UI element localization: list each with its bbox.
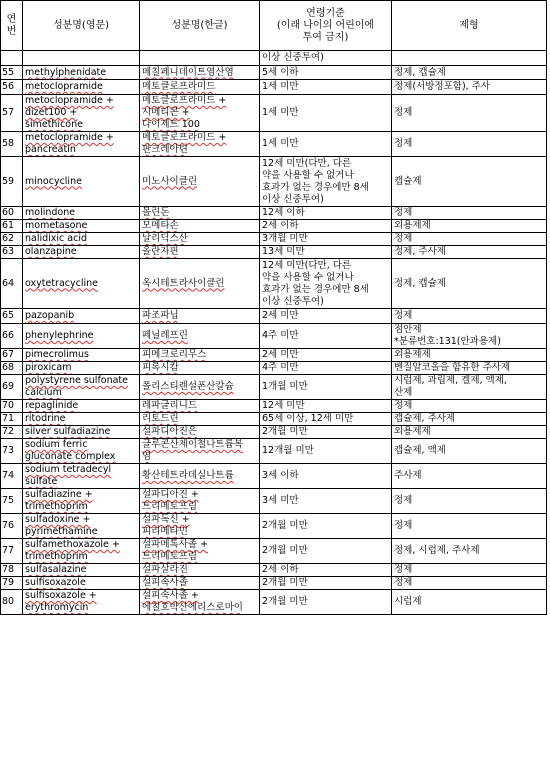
cell-num: 80 xyxy=(1,590,23,615)
table-row xyxy=(1,132,547,157)
cell-eng: repaglinide xyxy=(23,400,140,413)
cell-form: 캡슐제 xyxy=(392,157,547,207)
table-row xyxy=(1,80,547,95)
cell-age: 1세 미만 xyxy=(260,95,392,132)
cell-num: 73 xyxy=(1,439,23,464)
cell-age: 1개월 미만 xyxy=(260,375,392,400)
cell-age: 2개월 미만 xyxy=(260,426,392,439)
cell-eng: minocycline xyxy=(23,157,140,207)
cell-num: 66 xyxy=(1,324,23,349)
cell-eng: methylphenidate xyxy=(23,66,140,80)
cell-num: 56 xyxy=(1,80,23,95)
cell-num: 71 xyxy=(1,413,23,426)
cell-kor: 파조파닙 xyxy=(140,309,260,324)
table-row xyxy=(1,539,547,564)
table-row xyxy=(1,233,547,246)
cell-kor: 설파디아진 + 트리메토프림 xyxy=(140,489,260,514)
cell-form: 시럽제 xyxy=(392,590,547,615)
cell-eng: sodium ferric gluconate complex xyxy=(23,439,140,464)
cell-kor: 황산테트라데실나트륨 xyxy=(140,464,260,489)
table-row xyxy=(1,349,547,362)
cell-form: 정제 xyxy=(392,514,547,539)
cell-age: 12세 이하 xyxy=(260,207,392,220)
cell-age: 2개월 미만 xyxy=(260,514,392,539)
cell-kor: 설피속사졸 + 에칠호박산에리스로마이 xyxy=(140,590,260,615)
header-age: 연령기준 (이래 나이의 어린이에 투여 금지) xyxy=(260,1,392,51)
cell-num: 72 xyxy=(1,426,23,439)
table-row xyxy=(1,66,547,80)
cell-num: 77 xyxy=(1,539,23,564)
cell-age: 3개월 미만 xyxy=(260,233,392,246)
cell-kor: 메칠페니데이트염산염 xyxy=(140,66,260,80)
cell-age: 2세 이하 xyxy=(260,564,392,577)
cell-num: 79 xyxy=(1,577,23,590)
cell-age: 2세 이하 xyxy=(260,220,392,233)
header-kor: 성분명(한글) xyxy=(140,1,260,51)
cell-kor: 날리딕스산 xyxy=(140,233,260,246)
cell-age: 3세 이하 xyxy=(260,464,392,489)
cell-age: 12세 미만 xyxy=(260,400,392,413)
cell-form: 정제 xyxy=(392,489,547,514)
cell-num: 65 xyxy=(1,309,23,324)
continuation-row xyxy=(1,51,547,66)
cell-kor: 모메타손 xyxy=(140,220,260,233)
table-row xyxy=(1,207,547,220)
cell-age: 4주 미만 xyxy=(260,324,392,349)
cell-kor: 메토클로프라미드 + 판크레아틴 xyxy=(140,132,260,157)
cell-age: 1세 미만 xyxy=(260,132,392,157)
continuation-age: 이상 신중투여) xyxy=(260,51,392,66)
cell-kor: 설파디아진은 xyxy=(140,426,260,439)
cell-form: 주사제 xyxy=(392,464,547,489)
table-row xyxy=(1,489,547,514)
cell-kor: 리토드린 xyxy=(140,413,260,426)
cell-num: 64 xyxy=(1,259,23,309)
cell-age: 5세 이하 xyxy=(260,66,392,80)
cell-kor: 메토클로프라미드 xyxy=(140,80,260,95)
cell-eng: metoclopramide + dizet100 + simethicone xyxy=(23,95,140,132)
cell-form: 정제 xyxy=(392,132,547,157)
cell-kor: 미노사이클린 xyxy=(140,157,260,207)
table-row xyxy=(1,400,547,413)
cell-age: 2세 미만 xyxy=(260,309,392,324)
cell-form: 정제, 캡슐제 xyxy=(392,66,547,80)
cell-num: 68 xyxy=(1,362,23,375)
cell-eng: sulfisoxazole + erythromycin xyxy=(23,590,140,615)
cell-kor: 글루콘산제이철나트륨복 염 xyxy=(140,439,260,464)
cell-eng: piroxicam xyxy=(23,362,140,375)
cell-age: 1세 미만 xyxy=(260,80,392,95)
cell-num: 67 xyxy=(1,349,23,362)
cell-kor: 올란자핀 xyxy=(140,246,260,259)
cell-age: 2세 미만 xyxy=(260,349,392,362)
cell-kor: 레파글리니드 xyxy=(140,400,260,413)
cell-num: 61 xyxy=(1,220,23,233)
table-row xyxy=(1,362,547,375)
cell-age: 2개월 미만 xyxy=(260,577,392,590)
cell-eng: sodium tetradecyl sulfate xyxy=(23,464,140,489)
cell-form: 벤질알코올을 함유한 주사제 xyxy=(392,362,547,375)
cell-num: 69 xyxy=(1,375,23,400)
cell-eng: sulfisoxazole xyxy=(23,577,140,590)
cell-kor: 메토클로프라미드 + 시메티콘 + 다이제트 100 xyxy=(140,95,260,132)
cell-num: 62 xyxy=(1,233,23,246)
cell-num: 60 xyxy=(1,207,23,220)
cell-eng: sulfamethoxazole + trimethoprim xyxy=(23,539,140,564)
cell-num: 58 xyxy=(1,132,23,157)
cell-age: 2개월 미만 xyxy=(260,539,392,564)
cell-eng: sulfadiazine + trimethoprim xyxy=(23,489,140,514)
cell-eng: ritodrine xyxy=(23,413,140,426)
cell-form: 정제 xyxy=(392,564,547,577)
cell-num: 57 xyxy=(1,95,23,132)
cell-age: 65세 이상, 12세 미만 xyxy=(260,413,392,426)
cell-age: 2개월 미만 xyxy=(260,590,392,615)
table-row xyxy=(1,324,547,349)
cell-num: 74 xyxy=(1,464,23,489)
cell-age: 13세 미만 xyxy=(260,246,392,259)
cell-num: 76 xyxy=(1,514,23,539)
cell-form: 정제, 주사제 xyxy=(392,246,547,259)
table-row xyxy=(1,259,547,309)
cell-kor: 피록시캄 xyxy=(140,362,260,375)
table-row xyxy=(1,439,547,464)
cell-num: 78 xyxy=(1,564,23,577)
cell-form: 외용제제 xyxy=(392,426,547,439)
cell-eng: polystyrene sulfonate calcium xyxy=(23,375,140,400)
cell-form: 정제(서방정포함), 주사 xyxy=(392,80,547,95)
cell-age: 12세 미만(다만, 다른 약을 사용할 수 없거나 효과가 없는 경우에만 8세 이상 신중투여) xyxy=(260,157,392,207)
table-row xyxy=(1,590,547,615)
table-row xyxy=(1,95,547,132)
cell-form: 정제, 캡슐제 xyxy=(392,259,547,309)
cell-form: 캡슐제, 주사제 xyxy=(392,413,547,426)
cell-eng: silver sulfadiazine xyxy=(23,426,140,439)
cell-kor: 옥시테트라사이클린 xyxy=(140,259,260,309)
header-row xyxy=(1,1,547,51)
table-row xyxy=(1,464,547,489)
cell-eng: sulfasalazine xyxy=(23,564,140,577)
cell-eng: mometasone xyxy=(23,220,140,233)
cell-kor: 피메크로리무스 xyxy=(140,349,260,362)
cell-kor: 설파메톡사졸 + 트리메토프림 xyxy=(140,539,260,564)
cell-form: 정제, 시럽제, 주사제 xyxy=(392,539,547,564)
cell-age: 12세 미만(다만, 다른 약을 사용할 수 없거나 효과가 없는 경우에만 8세 이상 신중투여) xyxy=(260,259,392,309)
cell-form: 점안제 *분류번호:131(안과용제) xyxy=(392,324,547,349)
table-row xyxy=(1,577,547,590)
header-eng: 성분명(영문) xyxy=(23,1,140,51)
cell-form: 정제 xyxy=(392,577,547,590)
cell-form: 정제 xyxy=(392,233,547,246)
cell-eng: phenylephrine xyxy=(23,324,140,349)
cell-num: 70 xyxy=(1,400,23,413)
table-row xyxy=(1,157,547,207)
cell-kor: 몰린돈 xyxy=(140,207,260,220)
cell-kor: 폴리스티렌설폰산칼슘 xyxy=(140,375,260,400)
cell-kor: 설파독신 + 피리메타민 xyxy=(140,514,260,539)
cell-kor: 페닐레프린 xyxy=(140,324,260,349)
cell-eng: pimecrolimus xyxy=(23,349,140,362)
cell-form: 캡슐제, 액제 xyxy=(392,439,547,464)
cell-kor: 설피속사졸 xyxy=(140,577,260,590)
cell-num: 55 xyxy=(1,66,23,80)
table-row xyxy=(1,413,547,426)
cell-form: 외용제제 xyxy=(392,220,547,233)
cell-eng: metoclopramide + pancreatin xyxy=(23,132,140,157)
table-row xyxy=(1,426,547,439)
cell-form: 시럽제, 과립제, 겔제, 액제, 산제 xyxy=(392,375,547,400)
table-row xyxy=(1,375,547,400)
cell-eng: oxytetracycline xyxy=(23,259,140,309)
cell-eng: pazopanib xyxy=(23,309,140,324)
cell-kor: 설파살라진 xyxy=(140,564,260,577)
cell-eng: nalidixic acid xyxy=(23,233,140,246)
cell-form: 외용제제 xyxy=(392,349,547,362)
cell-age: 3세 미만 xyxy=(260,489,392,514)
table-row xyxy=(1,220,547,233)
table-row xyxy=(1,246,547,259)
cell-form: 정제 xyxy=(392,400,547,413)
cell-form: 정제 xyxy=(392,309,547,324)
cell-age: 4주 미만 xyxy=(260,362,392,375)
cell-num: 63 xyxy=(1,246,23,259)
cell-num: 75 xyxy=(1,489,23,514)
cell-eng: molindone xyxy=(23,207,140,220)
table-row xyxy=(1,564,547,577)
cell-eng: sulfadoxine + pyrimethamine xyxy=(23,514,140,539)
header-num: 연번 xyxy=(1,1,23,51)
cell-form: 정제 xyxy=(392,95,547,132)
table-row xyxy=(1,309,547,324)
cell-age: 12개월 미만 xyxy=(260,439,392,464)
cell-num: 59 xyxy=(1,157,23,207)
table-row xyxy=(1,514,547,539)
header-form: 제형 xyxy=(392,1,547,51)
cell-form: 정제 xyxy=(392,207,547,220)
cell-eng: olanzapine xyxy=(23,246,140,259)
cell-eng: metoclopramide xyxy=(23,80,140,95)
